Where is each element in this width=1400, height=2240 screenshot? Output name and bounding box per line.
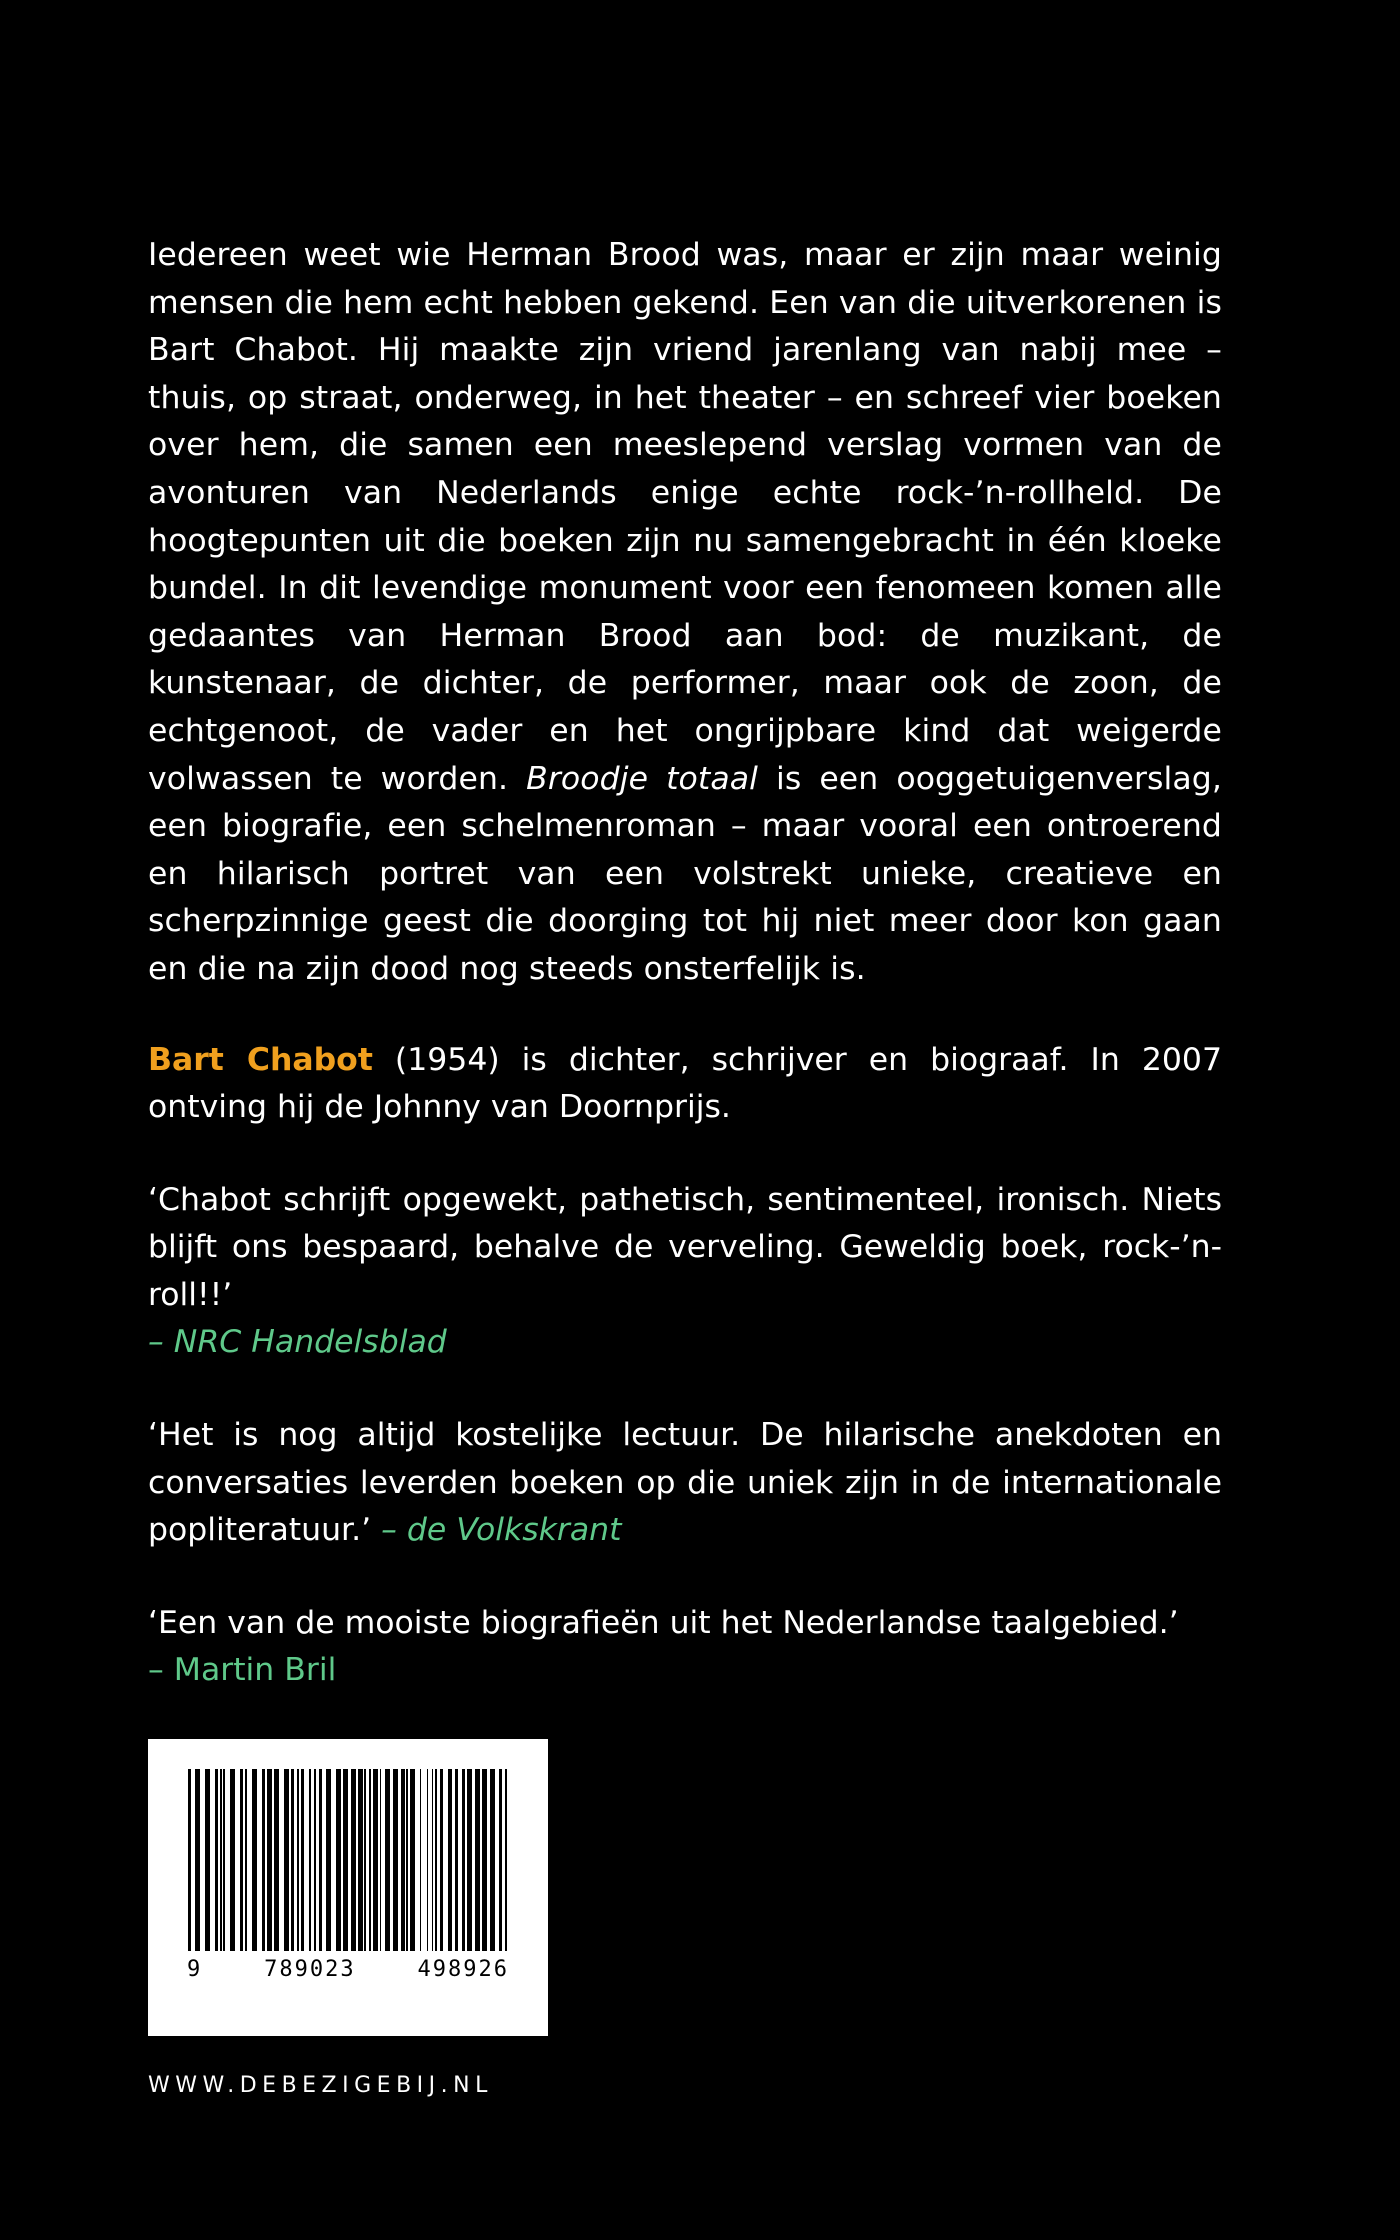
- review-text-3: ‘Een van de mooiste biografieën uit het Nederlandse taalgebied.’: [148, 1604, 1179, 1641]
- author-bio: [148, 1037, 1222, 1132]
- review-text-2: ‘Het is nog altijd kostelijke lectuur. De hilarische anekdoten en conversaties leverden boeken op die uniek zijn in de internationale popliteratuur.’: [148, 1417, 1222, 1549]
- blurb-text-part1: Iedereen weet wie Herman Brood was, maar er zijn maar weinig mensen die hem echt hebben gekend. Een van die uitverkorenen is Bart Chabot. Hij maakte zijn vriend jarenlang van nabij mee – thuis, op straat, onderweg, in het theater – en schreef vier boeken over hem, die samen een meeslepend verslag vormen van de avonturen van Nederlands enige echte rock-’n-rollheld. De hoogtepunten uit die boeken zijn nu samengebracht in één kloeke bundel. In dit levendige monument voor een fenomeen komen alle gedaantes van Herman Brood aan bod: de muzikant, de kunstenaar, de dichter, de performer, maar ook de zoon, de echtgenoot, de vader en het ongrijpbare kind dat weigerde volwassen te worden.: [148, 237, 1222, 797]
- barcode-image: [148, 1739, 548, 2036]
- publisher-website: WWW.DEBEZIGEBIJ.NL: [148, 2073, 493, 2098]
- review-source-2: – de Volkskrant: [381, 1512, 622, 1549]
- blurb-text-part2: is een ooggetuigenverslag, een biografie, een schelmenroman – maar vooral een ontroerend en hilarisch portret van een volstrekt unieke, creatieve en scherpzinnige geest die doorging tot hij niet meer door kon gaan en die na zijn dood nog steeds onsterfelijk is.: [148, 760, 1222, 987]
- barcode-bars: [188, 1769, 508, 1951]
- review-quote-2: [148, 1412, 1222, 1555]
- review-text-1: ‘Chabot schrijft opgewekt, pathetisch, sentimenteel, ironisch. Niets blijft ons bespaard, behalve de verveling. Geweldig boek, rock-’n-roll!!’: [148, 1181, 1222, 1313]
- review-quote-1: [148, 1177, 1222, 1367]
- review-source-1: – NRC Handelsblad: [148, 1324, 447, 1361]
- author-bio-text: (1954) is dichter, schrijver en biograaf. In 2007 ontving hij de Johnny van Doornprijs.: [148, 1041, 1222, 1126]
- barcode-digit-group1: 789023: [264, 1957, 356, 1982]
- book-title-italic: Broodje totaal: [526, 760, 758, 797]
- review-quote-3: [148, 1600, 1222, 1695]
- barcode-digit-group2: 498926: [417, 1957, 509, 1982]
- review-source-3: – Martin Bril: [148, 1652, 337, 1689]
- author-name: Bart Chabot: [148, 1041, 373, 1078]
- barcode-digit-lead: 9: [187, 1957, 203, 1982]
- barcode-digits: [183, 1957, 513, 1982]
- blurb-paragraph: [148, 232, 1222, 994]
- barcode-area: [148, 1739, 548, 2036]
